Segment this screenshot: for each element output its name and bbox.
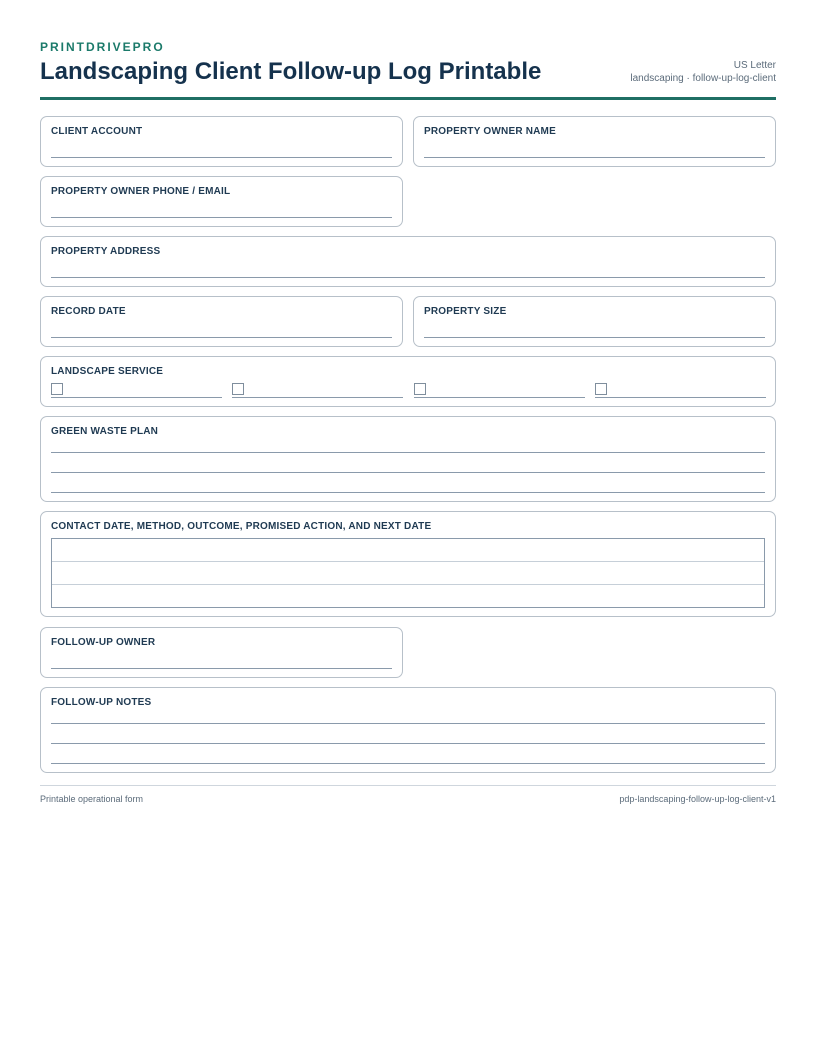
landscape-service-option-2[interactable] xyxy=(232,383,403,398)
follow-up-owner-input-line[interactable] xyxy=(51,668,392,669)
footer-form-id: pdp-landscaping-follow-up-log-client-v1 xyxy=(619,794,776,804)
paper-size: US Letter xyxy=(733,60,776,71)
property-owner-name-field xyxy=(413,116,776,167)
table-row[interactable] xyxy=(52,585,764,608)
follow-up-notes-line-2[interactable] xyxy=(51,743,765,744)
header-rule xyxy=(40,97,776,100)
property-address-field xyxy=(40,236,776,287)
green-waste-plan-line-1[interactable] xyxy=(51,452,765,453)
green-waste-plan-label: GREEN WASTE PLAN xyxy=(51,426,159,437)
follow-up-notes-label: FOLLOW-UP NOTES xyxy=(51,697,152,708)
contact-log-table xyxy=(51,538,765,608)
option-write-line xyxy=(232,397,403,398)
option-write-line xyxy=(595,397,766,398)
property-owner-contact-input-line[interactable] xyxy=(51,217,392,218)
client-account-label: CLIENT ACCOUNT xyxy=(51,126,143,137)
property-owner-name-input-line[interactable] xyxy=(424,157,765,158)
footer-rule xyxy=(40,785,776,786)
property-address-label: PROPERTY ADDRESS xyxy=(51,246,161,257)
follow-up-notes-field xyxy=(40,687,776,773)
checkbox-icon[interactable] xyxy=(595,383,607,395)
table-row[interactable] xyxy=(52,539,764,562)
document-tags: landscaping · follow-up-log-client xyxy=(630,73,776,84)
landscape-service-label: LANDSCAPE SERVICE xyxy=(51,366,164,377)
property-owner-contact-label: PROPERTY OWNER PHONE / EMAIL xyxy=(51,186,231,197)
property-address-input-line[interactable] xyxy=(51,277,765,278)
option-write-line xyxy=(51,397,222,398)
landscape-service-field xyxy=(40,356,776,407)
property-size-input-line[interactable] xyxy=(424,337,765,338)
follow-up-owner-label: FOLLOW-UP OWNER xyxy=(51,637,156,648)
checkbox-icon[interactable] xyxy=(51,383,63,395)
contact-log-label: CONTACT DATE, METHOD, OUTCOME, PROMISED ACTION, AND NEXT DATE xyxy=(51,521,432,532)
property-size-label: PROPERTY SIZE xyxy=(424,306,507,317)
property-owner-name-label: PROPERTY OWNER NAME xyxy=(424,126,556,137)
brand-name: PRINTDRIVEPRO xyxy=(40,40,165,54)
record-date-label: RECORD DATE xyxy=(51,306,126,317)
document-meta xyxy=(630,59,776,85)
green-waste-plan-line-3[interactable] xyxy=(51,492,765,493)
checkbox-icon[interactable] xyxy=(232,383,244,395)
property-owner-contact-field xyxy=(40,176,403,227)
contact-log-field xyxy=(40,511,776,617)
green-waste-plan-line-2[interactable] xyxy=(51,472,765,473)
option-write-line xyxy=(414,397,585,398)
landscape-service-option-1[interactable] xyxy=(51,383,222,398)
green-waste-plan-field xyxy=(40,416,776,502)
table-row[interactable] xyxy=(52,562,764,585)
property-size-field xyxy=(413,296,776,347)
landscape-service-option-3[interactable] xyxy=(414,383,585,398)
client-account-field xyxy=(40,116,403,167)
footer-left-text: Printable operational form xyxy=(40,794,144,804)
record-date-input-line[interactable] xyxy=(51,337,392,338)
landscape-service-option-4[interactable] xyxy=(595,383,766,398)
page-title: Landscaping Client Follow-up Log Printable xyxy=(40,58,542,85)
follow-up-notes-line-3[interactable] xyxy=(51,763,765,764)
follow-up-owner-field xyxy=(40,627,403,678)
client-account-input-line[interactable] xyxy=(51,157,392,158)
checkbox-icon[interactable] xyxy=(414,383,426,395)
record-date-field xyxy=(40,296,403,347)
follow-up-notes-line-1[interactable] xyxy=(51,723,765,724)
